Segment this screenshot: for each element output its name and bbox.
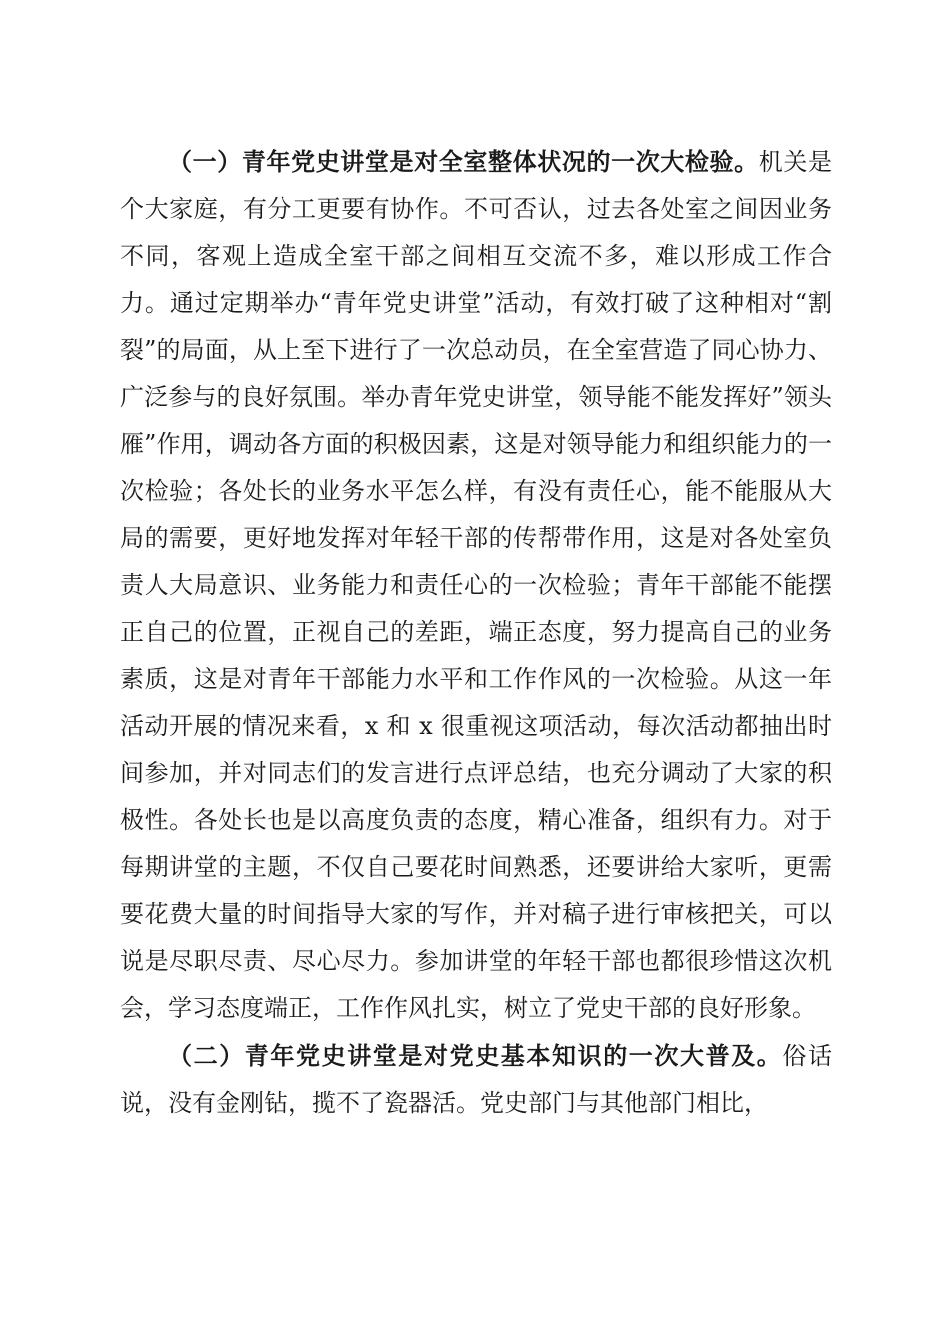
paragraph-2-heading: （二）青年党史讲堂是对党史基本知识的一次大普及。 <box>168 1041 783 1070</box>
paragraph-1-heading: （一）青年党史讲堂是对全室整体状况的一次大检验。 <box>168 147 759 176</box>
paragraph-1-body: 机关是个大家庭，有分工更要有协作。不可否认，过去各处室之间因业务不同，客观上造成全室干部之间相互交流不多，难以形成工作合力。通过定期举办“青年党史讲堂”活动，有效打破了这种相对“割裂”的局面，从上至下进行了一次总动员，在全室营造了同心协力、广泛参与的良好氛围。举办青年党史讲堂，领导能不能发挥好”领头雁”作用，调动各方面的积极因素，这是对领导能力和组织能力的一次检验；各处长的业务水平怎么样，有没有责任心，能不能服从大局的需要，更好地发挥对年轻干部的传帮带作用，这是对各处室负责人大局意识、业务能力和责任心的一次检验；青年干部能不能摆正自己的位置，正视自己的差距，端正态度，努力提高自己的业务素质，这是对青年干部能力水平和工作作风的一次检验。从这一年活动开展的情况来看，x 和 x 很重视这项活动，每次活动都抽出时间参加，并对同志们的发言进行点评总结，也充分调动了大家的积极性。各处长也是以高度负责的态度，精心准备，组织有力。对于每期讲堂的主题，不仅自己要花时间熟悉，还要讲给大家听，更需要花费大量的时间指导大家的写作，并对稿子进行审核把关，可以说是尽职尽责、尽心尽力。参加讲堂的年轻干部也都很珍惜这次机会，学习态度端正，工作作风扎实，树立了党史干部的良好形象。 <box>120 148 833 1022</box>
paragraph-2-body: 俗话说，没有金刚钻，揽不了瓷器活。党史部门与其他部门相比， <box>120 1042 833 1117</box>
paragraph-1 <box>120 138 832 1032</box>
document-body <box>120 138 832 1127</box>
paragraph-2 <box>120 1032 832 1127</box>
